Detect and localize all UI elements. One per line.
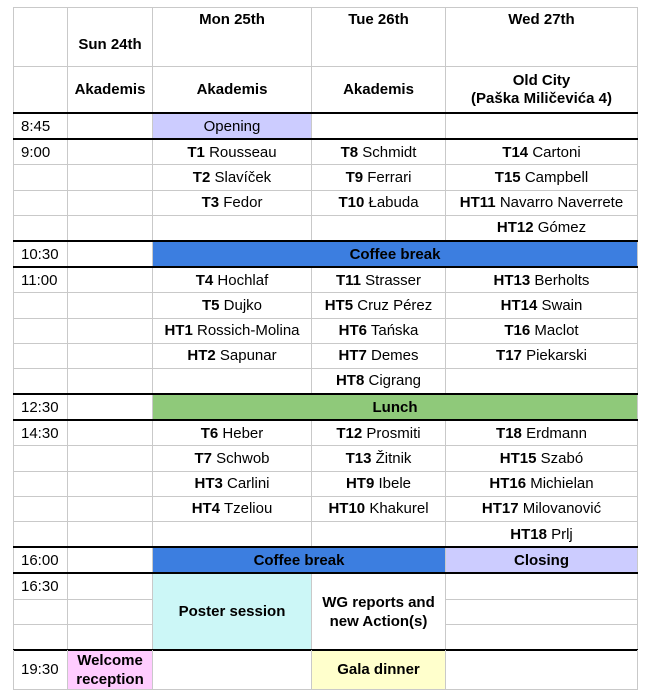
talk-slot: T11 Strasser bbox=[312, 267, 446, 293]
coffee-break-event: Coffee break bbox=[153, 547, 446, 573]
talk-slot: T9 Ferrari bbox=[312, 165, 446, 190]
welcome-reception-event: Welcome reception bbox=[68, 650, 153, 690]
venue-wed: Old City (Paška Miličevića 4) bbox=[446, 67, 638, 114]
slot-1630-row bbox=[14, 573, 638, 599]
schedule-row bbox=[14, 496, 638, 521]
opening-event: Opening bbox=[153, 113, 312, 139]
schedule-row bbox=[14, 139, 638, 165]
gala-dinner-event: Gala dinner bbox=[312, 650, 446, 690]
talk-slot: T1 Rousseau bbox=[153, 139, 312, 165]
slot-0845-row bbox=[14, 113, 638, 139]
talk-slot: T4 Hochlaf bbox=[153, 267, 312, 293]
time-label: 11:00 bbox=[14, 267, 68, 293]
schedule-row bbox=[14, 522, 638, 548]
talk-slot: HT9 Ibele bbox=[312, 471, 446, 496]
talk-slot: T18 Erdmann bbox=[446, 420, 638, 446]
time-label: 12:30 bbox=[14, 394, 68, 420]
coffee-break-event: Coffee break bbox=[153, 241, 638, 267]
day-header-row bbox=[14, 8, 638, 67]
slot-1030-row bbox=[14, 241, 638, 267]
schedule-row bbox=[14, 293, 638, 318]
talk-slot: T14 Cartoni bbox=[446, 139, 638, 165]
day-mon-header: Mon 25th bbox=[153, 8, 312, 67]
talk-slot: HT17 Milovanović bbox=[446, 496, 638, 521]
time-label: 14:30 bbox=[14, 420, 68, 446]
talk-slot: T17 Piekarski bbox=[446, 343, 638, 368]
talk-slot: HT18 Prlj bbox=[446, 522, 638, 548]
talk-slot: T10 Łabuda bbox=[312, 190, 446, 215]
talk-slot: HT12 Gómez bbox=[446, 215, 638, 241]
talk-slot: HT7 Demes bbox=[312, 343, 446, 368]
slot-1230-row bbox=[14, 394, 638, 420]
talk-slot: HT14 Swain bbox=[446, 293, 638, 318]
talk-slot: T6 Heber bbox=[153, 420, 312, 446]
corner-cell bbox=[14, 8, 68, 67]
schedule-row bbox=[14, 343, 638, 368]
wg-reports-event: WG reports and new Action(s) bbox=[312, 573, 446, 650]
talk-slot: T3 Fedor bbox=[153, 190, 312, 215]
talk-slot: HT1 Rossich-Molina bbox=[153, 318, 312, 343]
venue-tue: Akademis bbox=[312, 67, 446, 114]
conference-schedule-table bbox=[13, 7, 638, 690]
talk-slot: T2 Slavíček bbox=[153, 165, 312, 190]
schedule-row bbox=[14, 267, 638, 293]
schedule-row bbox=[14, 420, 638, 446]
day-wed-header: Wed 27th bbox=[446, 8, 638, 67]
talk-slot: T13 Žitnik bbox=[312, 446, 446, 471]
talk-slot: T15 Campbell bbox=[446, 165, 638, 190]
talk-slot: HT16 Michielan bbox=[446, 471, 638, 496]
schedule-row bbox=[14, 471, 638, 496]
venue-row bbox=[14, 67, 638, 114]
time-label: 16:30 bbox=[14, 573, 68, 599]
schedule-row bbox=[14, 446, 638, 471]
talk-slot: HT2 Sapunar bbox=[153, 343, 312, 368]
talk-slot: HT6 Tańska bbox=[312, 318, 446, 343]
closing-event: Closing bbox=[446, 547, 638, 573]
schedule-row bbox=[14, 165, 638, 190]
talk-slot: HT4 Tzeliou bbox=[153, 496, 312, 521]
schedule-row bbox=[14, 190, 638, 215]
slot-1600-row bbox=[14, 547, 638, 573]
talk-slot: T7 Schwob bbox=[153, 446, 312, 471]
talk-slot: HT5 Cruz Pérez bbox=[312, 293, 446, 318]
time-label: 10:30 bbox=[14, 241, 68, 267]
talk-slot: HT8 Cigrang bbox=[312, 368, 446, 394]
talk-slot: HT11 Navarro Naverrete bbox=[446, 190, 638, 215]
talk-slot: T5 Dujko bbox=[153, 293, 312, 318]
schedule-row bbox=[14, 368, 638, 394]
day-tue-header: Tue 26th bbox=[312, 8, 446, 67]
talk-slot: HT13 Berholts bbox=[446, 267, 638, 293]
talk-slot: HT15 Szabó bbox=[446, 446, 638, 471]
venue-mon: Akademis bbox=[153, 67, 312, 114]
talk-slot: T12 Prosmiti bbox=[312, 420, 446, 446]
talk-slot: T8 Schmidt bbox=[312, 139, 446, 165]
talk-slot: HT10 Khakurel bbox=[312, 496, 446, 521]
talk-slot: T16 Maclot bbox=[446, 318, 638, 343]
time-label: 19:30 bbox=[14, 650, 68, 690]
time-label: 8:45 bbox=[14, 113, 68, 139]
time-label: 9:00 bbox=[14, 139, 68, 165]
poster-session-event: Poster session bbox=[153, 573, 312, 650]
lunch-event: Lunch bbox=[153, 394, 638, 420]
schedule-row bbox=[14, 318, 638, 343]
day-sun-header: Sun 24th bbox=[68, 8, 153, 67]
venue-sun: Akademis bbox=[68, 67, 153, 114]
time-label: 16:00 bbox=[14, 547, 68, 573]
talk-slot: HT3 Carlini bbox=[153, 471, 312, 496]
schedule-row bbox=[14, 215, 638, 241]
